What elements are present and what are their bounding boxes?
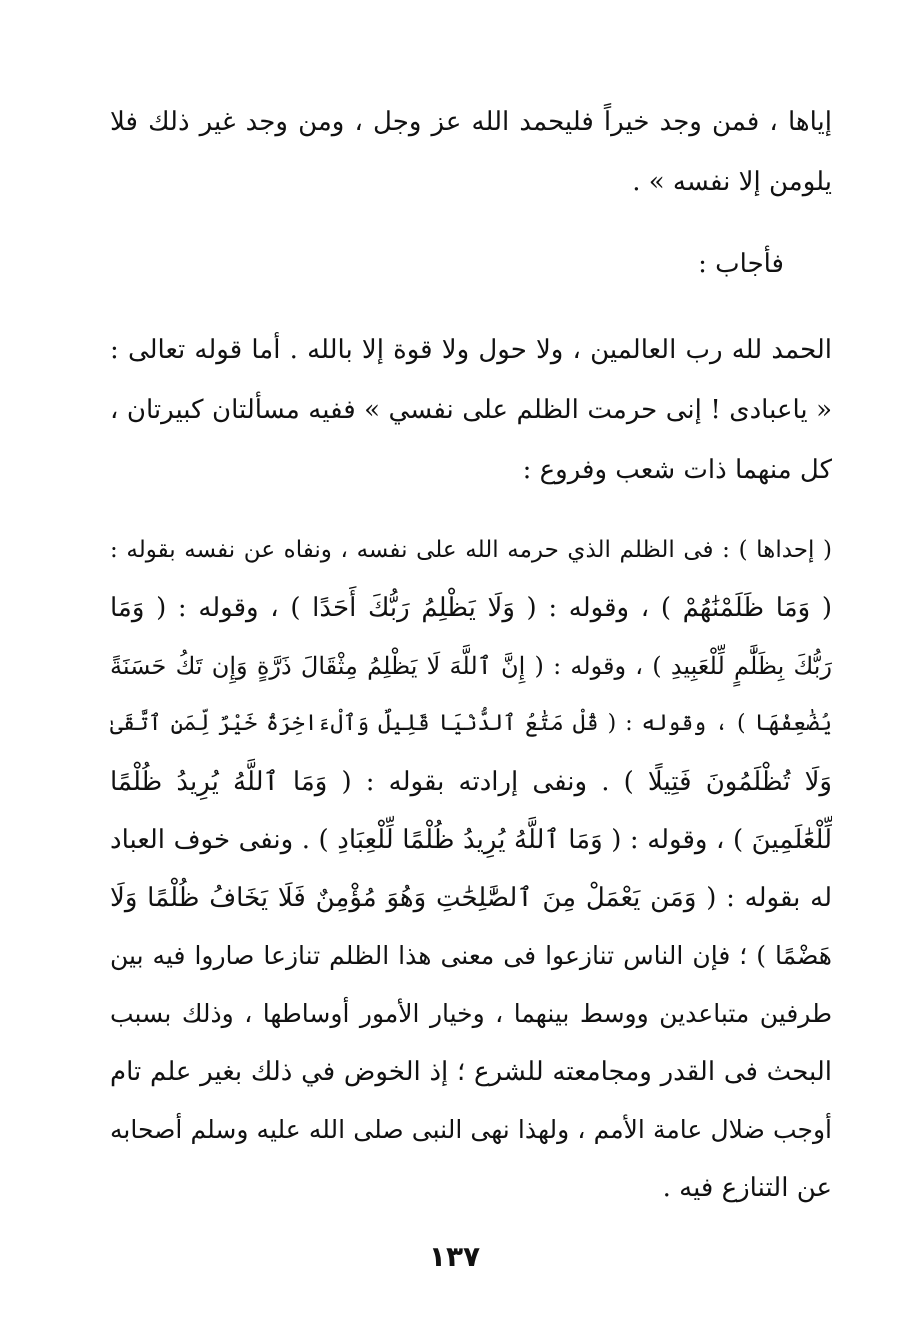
text-line: عن التنازع فيه .	[662, 1173, 832, 1203]
text-line: يلومن إلا نفسه » .	[632, 167, 832, 197]
text-line: هَضْمًا ) ؛ فإن الناس تنازعوا فى معنى هذا الظلم تنازعا صاروا فيه بين	[110, 941, 832, 970]
text-line: أوجب ضلال عامة الأمم ، ولهذا نهى النبى صلى الله عليه وسلم أصحابه	[110, 1115, 832, 1144]
text-line: الحمد لله رب العالمين ، ولا حول ولا قوة إلا بالله . أما قوله تعالى :	[110, 335, 832, 365]
text-line: ( وَمَا ظَلَمْنَٰهُمْ ) ، وقوله : ( وَلَا يَظْلِمُ رَبُّكَ أَحَدًا ) ، وقوله : ( وَمَا	[110, 593, 832, 623]
text-line: وَلَا تُظْلَمُونَ فَتِيلًا ) . ونفى إرادته بقوله : ( وَمَا ٱللَّهُ يُرِيدُ ظُلْمًا	[110, 767, 832, 797]
text-line: البحث فى القدر ومجامعته للشرع ؛ إذ الخوض في ذلك بغير علم تام	[110, 1057, 832, 1087]
text-line: إياها ، فمن وجد خيراً فليحمد الله عز وجل ، ومن وجد غير ذلك فلا	[110, 107, 832, 137]
page-number: ١٣٧	[428, 1240, 481, 1273]
text-line: طرفين متباعدين ووسط بينهما ، وخيار الأمور أوساطها ، وذلك بسبب	[110, 999, 832, 1028]
text-line: كل منهما ذات شعب وفروع :	[522, 455, 832, 485]
text-line: له بقوله : ( وَمَن يَعْمَلْ مِنَ ٱلصَّٰلِحَٰتِ وَهُوَ مُؤْمِنٌ فَلَا يَخَافُ ظُلْمًا وَلَا	[110, 883, 832, 913]
answer-heading: فأجاب :	[698, 249, 784, 279]
text-line: يُضَٰعِفْهَا ) ، وقوله : ( قُلْ مَتَٰعُ ٱلدُّنْيَا قَلِيلٌ وَٱلْءَاخِرَةُ خَيْرٌ لِّمَنِ ٱتَّقَىٰ	[110, 711, 832, 736]
text-line: لِّلْعَٰلَمِينَ ) ، وقوله : ( وَمَا ٱللَّهُ يُرِيدُ ظُلْمًا لِّلْعِبَادِ ) . ونفى خوف العباد	[110, 825, 832, 855]
text-line: ( إحداها ) : فى الظلم الذي حرمه الله على نفسه ، ونفاه عن نفسه بقوله :	[110, 537, 832, 563]
text-line: رَبُّكَ بِظَلَّٰمٍ لِّلْعَبِيدِ ) ، وقوله : ( إِنَّ ٱللَّهَ لَا يَظْلِمُ مِثْقَالَ ذَرَّةٍ وَإِن تَكُ حَسَنَةً	[110, 652, 832, 680]
text-line: « ياعبادى ! إنى حرمت الظلم على نفسي » ففيه مسألتان كبيرتان ،	[110, 395, 832, 425]
